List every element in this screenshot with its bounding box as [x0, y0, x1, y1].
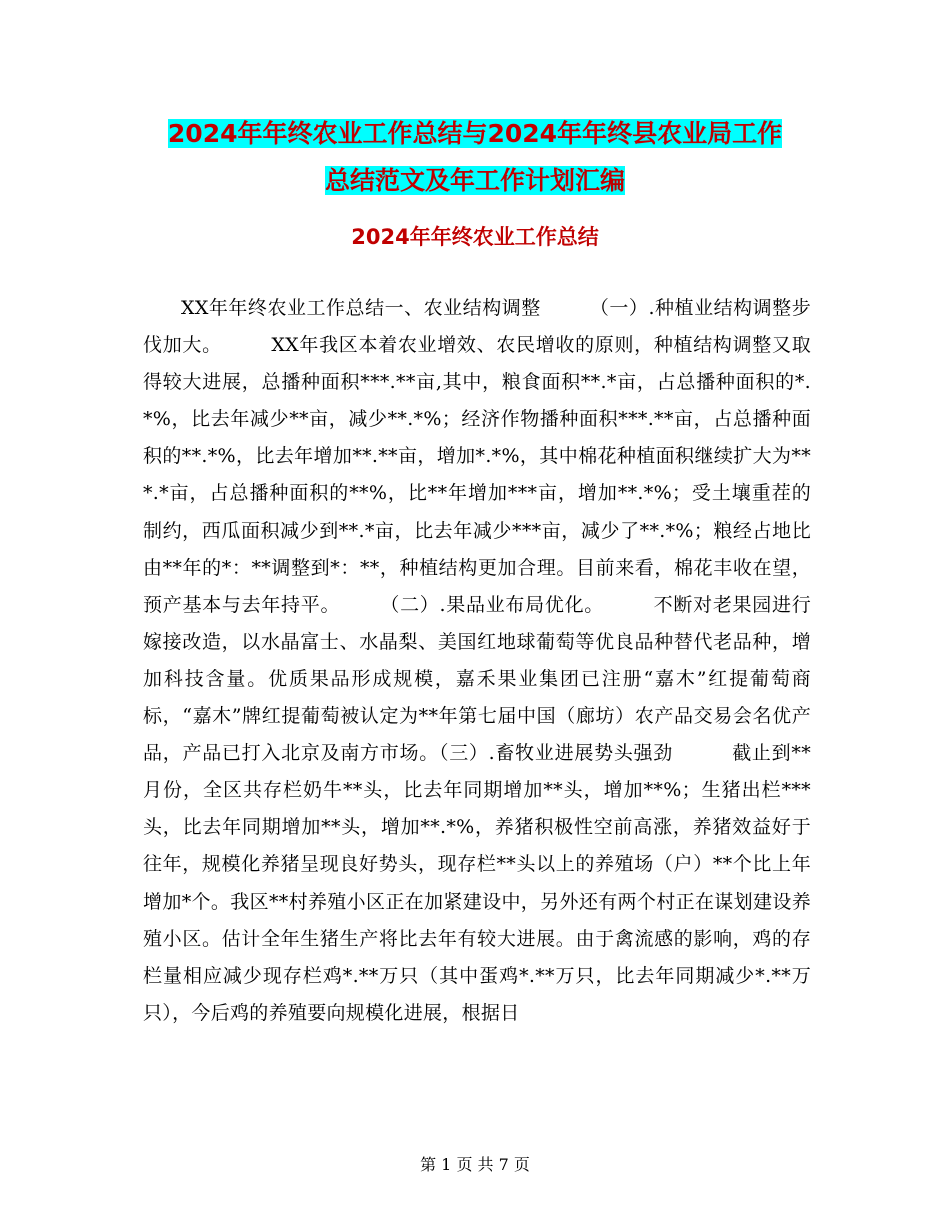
section-title: 2024年年终农业工作总结 [351, 225, 599, 249]
document-title-line-1: 2024年年终农业工作总结与2024年年终县农业局工作 [167, 119, 783, 148]
document-title [120, 110, 830, 204]
document-title-line-2: 总结范文及年工作计划汇编 [324, 166, 625, 195]
page-number-footer: 第 1 页 共 7 页 [420, 1155, 530, 1174]
body-paragraph: XX年年终农业工作总结一、农业结构调整 （一）.种植业结构调整步伐加大。 XX年我区本着农业增效、农民增收的原则，种植结构调整又取得较大进展，总播种面积***.**亩,其中，粮食面积**.*亩，占总播种面积的*.*%，比去年减少**亩，减少**.*%；经济作物播种面积***.**亩，占总播种面积的**.*%，比去年增加**.**亩，增加*.*%，其中棉花种植面积继续扩大为***.*亩，占总播种面积的**%，比**年增加***亩，增加**.*%；受土壤重茬的制约，西瓜面积减少到**.*亩，比去年减少***亩，减少了**.*%；粮经占地比由**年的*：**调整到*：**，种植结构更加合理。目前来看，棉花丰收在望，预产基本与去年持平。 （二）.果品业布局优化。 不断对老果园进行嫁接改造，以水晶富士、水晶梨、美国红地球葡萄等优良品种替代老品种，增加科技含量。优质果品形成规模，嘉禾果业集团已注册“嘉木”红提葡萄商标，“嘉木”牌红提葡萄被认定为**年第七届中国（廊坊）农产品交易会名优产品，产品已打入北京及南方市场。（三）.畜牧业进展势头强劲 截止到**月份，全区共存栏奶牛**头，比去年同期增加**头，增加**%；生猪出栏***头，比去年同期增加**头，增加**.*%，养猪积极性空前高涨，养猪效益好于往年，规模化养猪呈现良好势头，现存栏**头以上的养殖场（户）**个比上年增加*个。我区**村养殖小区正在加紧建设中，另外还有两个村正在谋划建设养殖小区。估计全年生猪生产将比去年有较大进展。由于禽流感的影响，鸡的存栏量相应减少现存栏鸡*.**万只（其中蛋鸡*.**万只，比去年同期减少*.**万只），今后鸡的养殖要向规模化进展，根据日 [143, 297, 811, 1024]
